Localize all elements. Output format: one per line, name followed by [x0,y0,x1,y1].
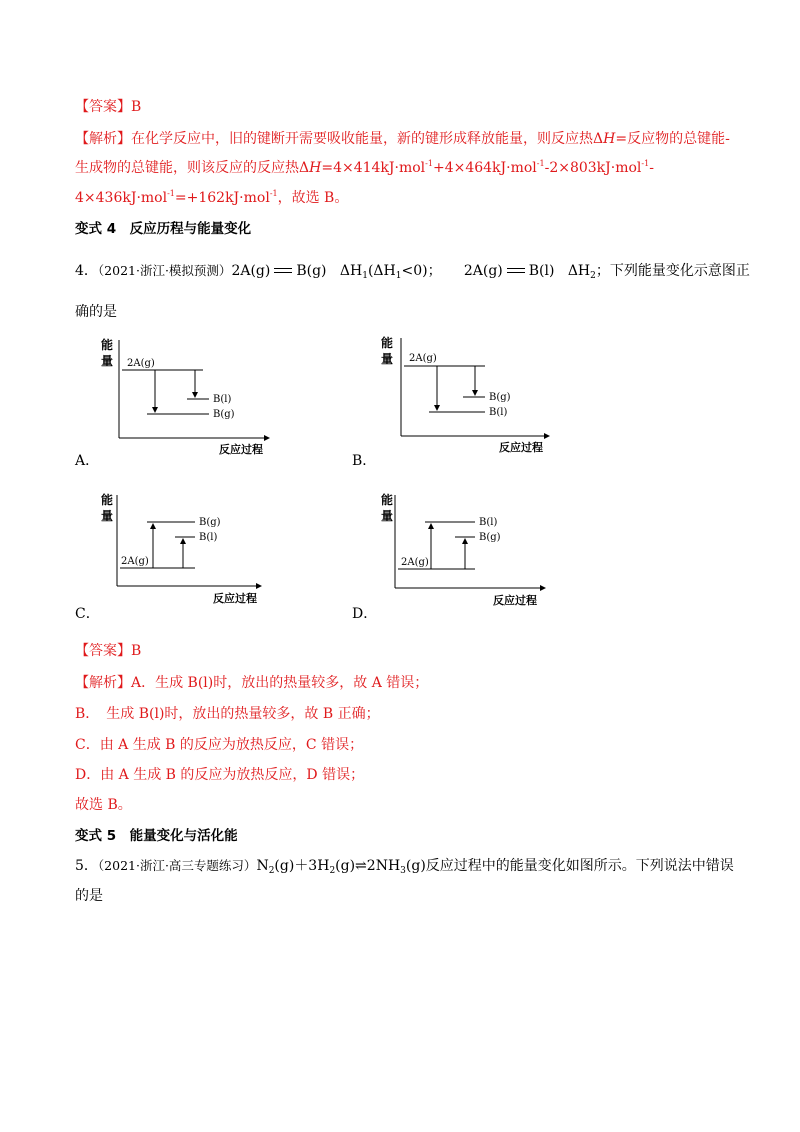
option-c-label: C． [75,606,100,622]
x-axis-label: 反应过程 [493,594,537,607]
subscript: 2 [590,271,596,281]
question-5-tail: (g)反应过程中的能量变化如图所示。下列说法中错误 [405,858,734,874]
product: B(g) [296,263,327,279]
superscript: -1 [536,159,545,168]
enthalpy-symbol: H [309,160,322,176]
x-axis-label: 反应过程 [213,592,257,605]
enthalpy-symbol: H [603,131,616,147]
question-4-tail: ；下列能量变化示意图正 [595,263,750,279]
formula-term: (g) [274,858,295,874]
answer-2-label: 【答案】 [75,643,131,659]
equation-term: - [649,160,654,176]
upper-level-label: B(g) [489,392,511,403]
lower-level-label: B(l) [489,407,508,418]
enthalpy-change: ΔH [339,263,363,279]
y-axis-label-1: 能 [381,336,394,350]
option-b-label: B． [352,453,377,469]
lower-level-label: B(g) [479,532,501,543]
start-level-label: 2A(g) [121,556,149,567]
analysis-1-text-1: 在化学反应中，旧的键断开需要吸收能量，新的键形成释放能量，则反应热 [131,131,593,147]
enthalpy-condition-tail: <0)； [401,263,442,279]
answer-2-line [75,641,141,661]
diagram-a [95,335,285,455]
analysis-2-option-b: B． 生成 B(l)时，放出的热量较多，故 B 正确； [75,706,380,722]
delta-symbol: Δ [593,131,604,147]
analysis-2-option-c: C．由 A 生成 B 的反应为放热反应，C 错误； [75,737,364,753]
product: B(l) [528,263,555,279]
answer-1-label: 【答案】 [75,99,131,115]
question-number: 4． [75,263,98,279]
option-a-label: A． [75,453,100,469]
equation-term: +4×464kJ·mol [432,160,537,176]
analysis-2-option-a: A．生成 B(l)时，放出的热量较多，故 A 错误； [131,675,429,691]
equilibrium-arrow-icon [505,265,527,277]
analysis-1-text-2: 生成物的总键能，则该反应的反应热 [75,160,299,176]
equilibrium-arrow-icon [272,265,294,277]
analysis-1-text-1-tail: =反应物的总键能- [615,131,730,147]
formula-term: N [256,858,269,874]
question-source: （2021·浙江·模拟预测） [97,263,232,278]
analysis-1-line-1 [75,129,730,149]
answer-1-value: B [131,99,142,115]
formula-term: (g)⇌2NH [335,858,401,874]
analysis-2-conclusion: 故选 B。 [75,797,132,813]
analysis-1-line-2 [75,158,654,178]
lower-level-label: B(l) [199,532,218,543]
superscript: -1 [167,189,175,198]
x-axis-label: 反应过程 [219,443,263,455]
option-d-label: D． [352,606,378,622]
variant-4-heading: 变式 4 反应历程与能量变化 [75,221,252,237]
reactant: 2A(g) [231,263,271,279]
delta-symbol: Δ [299,160,310,176]
subscript: 1 [362,271,368,281]
diagram-d [375,490,565,612]
upper-level-label: B(l) [479,517,498,528]
start-level-label: 2A(g) [409,353,437,364]
subscript: 1 [395,271,402,281]
superscript: -1 [425,159,433,168]
equation-term: -2×803kJ·mol [544,160,642,176]
question-source: （2021·浙江·高三专题练习） [97,858,257,873]
question-5-line-2: 的是 [75,888,103,904]
lower-level-label: B(g) [213,409,235,420]
question-5-line-1 [75,856,734,876]
formula-term: ＋3H [294,858,330,874]
equation-term: =4×414kJ·mol [321,160,426,176]
equation-term: 4×436kJ·mol [75,190,168,206]
question-number: 5． [75,858,98,874]
upper-level-label: B(g) [199,517,221,528]
analysis-1-line-3 [75,188,348,208]
analysis-2-option-d: D．由 A 生成 B 的反应为放热反应，D 错误； [75,767,365,783]
analysis-1-conclusion: ，故选 B。 [277,190,349,206]
y-axis-label-1: 能 [381,493,394,507]
equation-term: =+162kJ·mol [174,190,270,206]
question-4-line-2: 确的是 [75,304,117,320]
y-axis-label-2: 量 [101,509,114,523]
x-axis-label: 反应过程 [499,441,543,454]
enthalpy-change: ΔH [567,263,591,279]
start-level-label: 2A(g) [127,358,155,369]
subscript: 3 [400,866,406,876]
variant-5-heading: 变式 5 能量变化与活化能 [75,828,238,844]
y-axis-label-2: 量 [101,354,114,368]
enthalpy-condition: (ΔH [367,263,396,279]
question-4-line-1 [75,261,750,281]
analysis-2-line-a [75,673,428,693]
y-axis-label-2: 量 [381,352,394,366]
diagram-b [375,333,565,455]
start-level-label: 2A(g) [401,557,429,568]
answer-2-value: B [131,643,142,659]
superscript: -1 [641,159,650,168]
analysis-2-label: 【解析】 [75,675,131,691]
reactant: 2A(g) [463,263,503,279]
upper-level-label: B(l) [213,394,232,405]
answer-1-line [75,97,141,117]
superscript: -1 [269,189,278,198]
y-axis-label-1: 能 [101,493,114,507]
diagram-c [95,490,285,610]
subscript: 2 [329,866,336,876]
analysis-1-label: 【解析】 [75,131,131,147]
y-axis-label-1: 能 [101,338,114,352]
y-axis-label-2: 量 [381,509,394,523]
subscript: 2 [268,866,275,876]
